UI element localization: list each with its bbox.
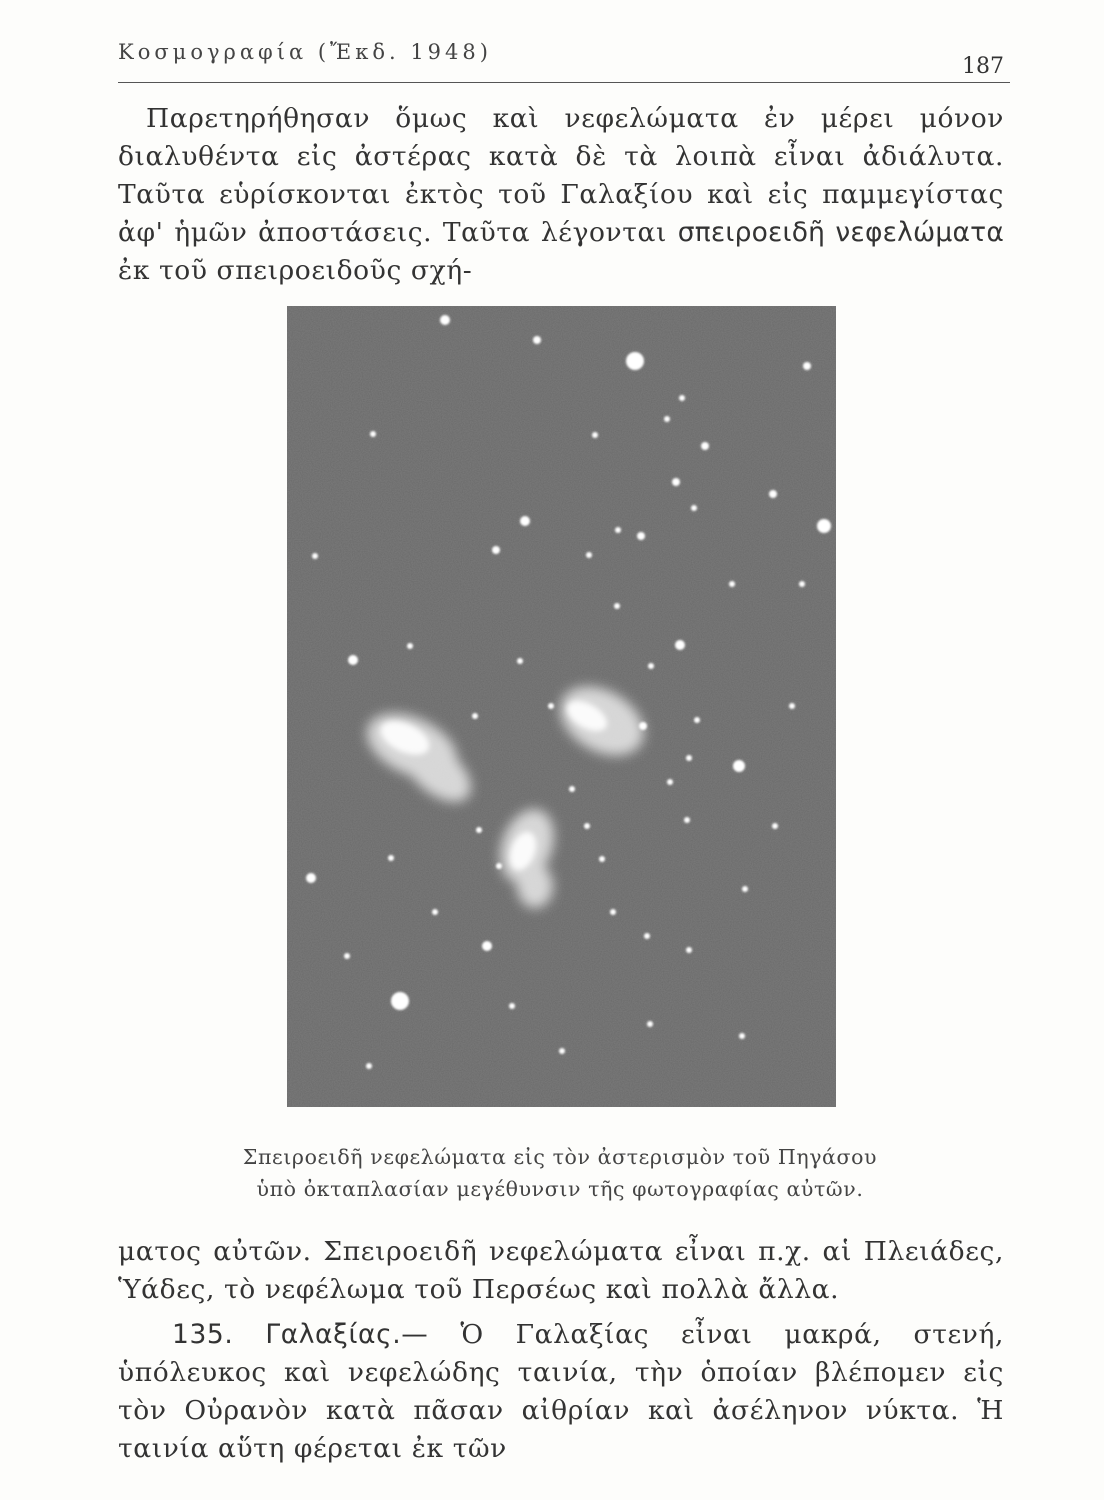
running-header — [118, 40, 1010, 83]
section-text: Ὁ Γαλαξίας εἶναι μακρά, στενή, ὑπόλευκος καὶ νεφελώδης ταινία, τὴν ὁποίαν βλέπομεν εἰς τὸν Οὐρανὸν κατὰ πᾶσαν αἰθρίαν καὶ ἀσέληνον νύκτα. Ἡ ταινία αὕτη φέρεται ἐκ τῶν — [118, 1319, 1005, 1464]
paragraph-top — [118, 100, 1004, 290]
paragraph-continued: ματος αὐτῶν. Σπειροειδῆ νεφελώματα εἶναι π.χ. αἱ Πλειάδες, Ὑάδες, τὸ νεφέλωμα τοῦ Περσέως καὶ πολλὰ ἄλλα. — [118, 1236, 1004, 1305]
figure-caption-line-1: Σπειροειδῆ νεφελώματα εἰς τὸν ἀστερισμὸν τοῦ Πηγάσου — [242, 1145, 878, 1169]
figure-caption-line-2: ὑπὸ ὀκταπλασίαν μεγέθυνσιν τῆς φωτογραφίας αὐτῶν. — [256, 1177, 864, 1201]
section-135 — [118, 1316, 1004, 1468]
spiral-nebulae-term: σπειροειδῆ νεφελώματα — [677, 217, 1004, 248]
running-title: Κοσμογραφία (Ἔκδ. 1948) — [118, 40, 492, 64]
page-number: 187 — [962, 54, 1004, 79]
paragraph-top-text: Παρετηρήθησαν ὅμως καὶ νεφελώματα ἐν μέρει μόνον διαλυθέντα εἰς ἀστέρας κατὰ δὲ τὰ λοιπὰ εἶναι ἀδιάλυτα. Ταῦτα εὑρίσκονται ἐκτὸς τοῦ Γαλαξίου καὶ εἰς παμμεγίστας ἀφ' ἡμῶν ἀποστάσεις. Ταῦτα λέγονται — [118, 103, 1004, 248]
section-title: Γαλαξίας.— — [265, 1319, 429, 1350]
paragraph-top-ending: ἐκ τοῦ σπειροειδοῦς σχή- — [118, 255, 473, 286]
nebula-photograph — [287, 306, 836, 1107]
section-number: 135. — [172, 1319, 234, 1350]
